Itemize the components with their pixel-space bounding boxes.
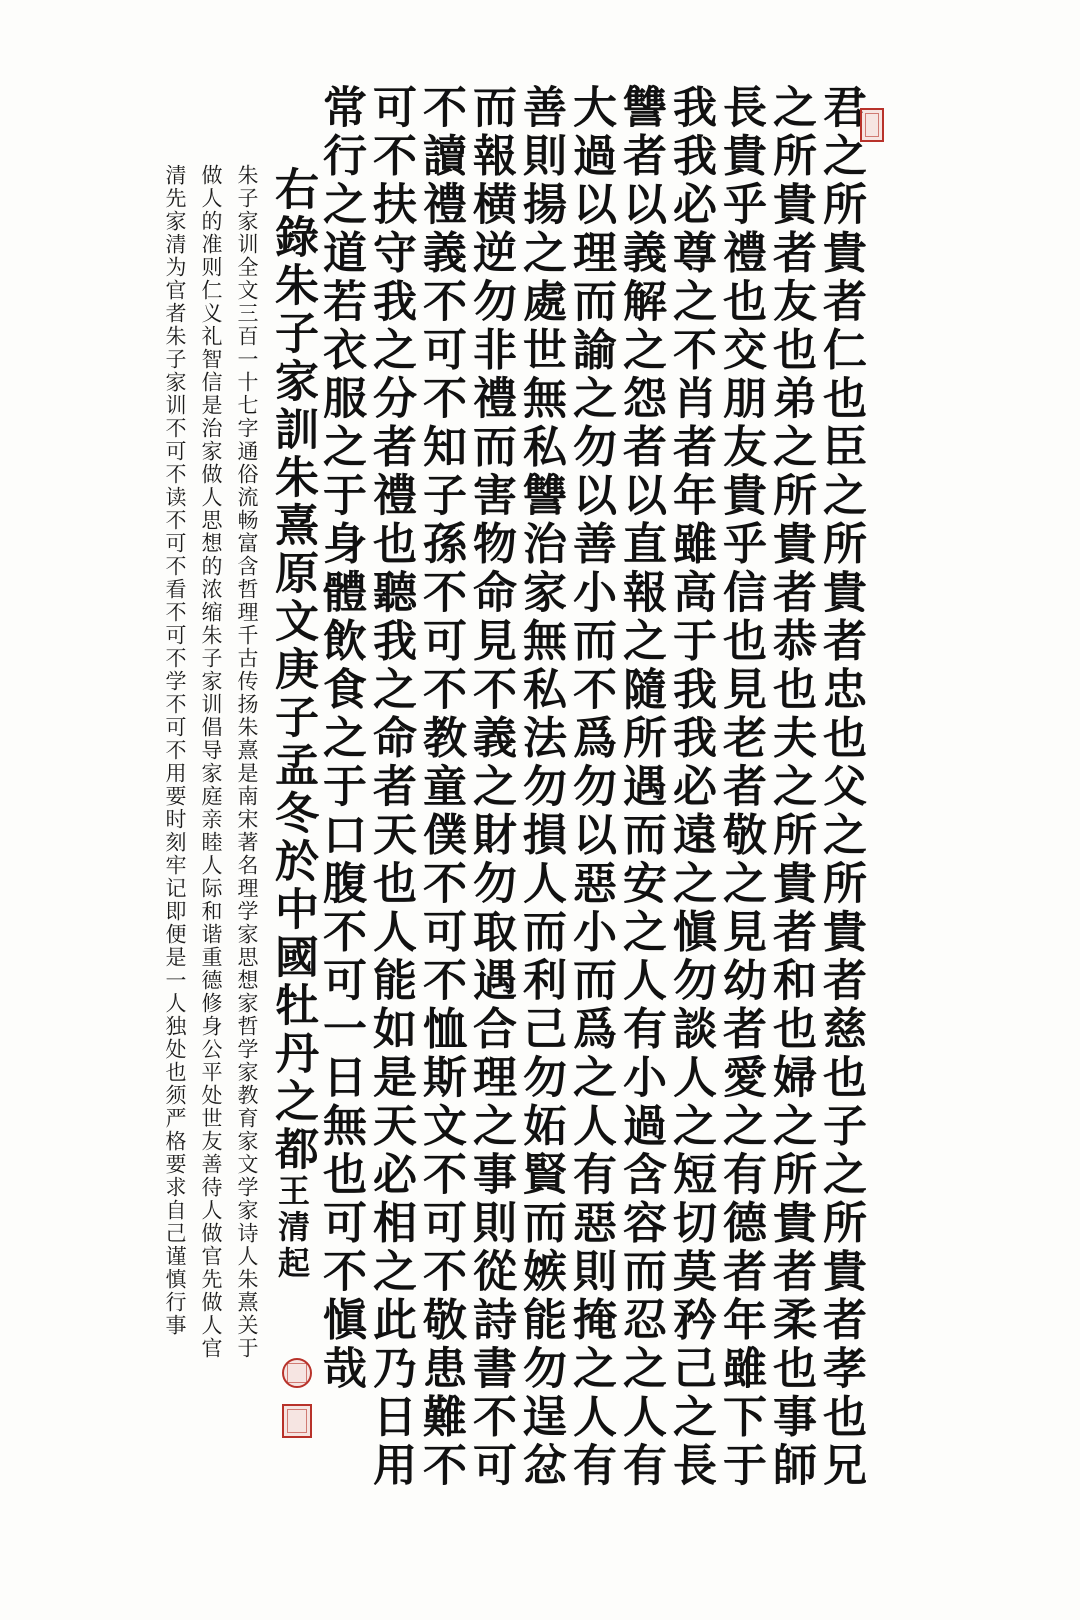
name-seal-round [282,1358,312,1388]
name-seal-square [282,1404,312,1438]
calligraphy-column: 善則揚之處世無私讐治家無私法勿損人而利己勿妬賢而嫉能勿逞忿 [515,84,566,1491]
calligraphy-column: 不讀禮義不可不知子孫不可不教童僕不可不恤斯文不可不敬患難不 [415,84,466,1491]
calligraphy-column: 我我必尊之不肖者年雖高于我我必遠之愼勿談人之短切莫矜己之長 [665,84,716,1491]
signature-name: 王清起 [273,1174,311,1282]
calligraphy-column: 而報横逆勿非禮而害物命見不義之財勿取遇合理之事則從詩書不可 [465,84,516,1491]
signature-column [264,166,320,1282]
calligraphy-column: 大過以理而諭之勿以善小而不爲勿以惡小而爲之人有惡則掩之人有 [565,84,616,1491]
calligraphy-column: 君之所貴者仁也臣之所貴者忠也父之所貴者慈也子之所貴者孝也兄 [815,84,866,1491]
note-column: 朱子家训全文三百一十七字通俗流畅富含哲理千古传扬朱熹是南宋著名理学家思想家哲学家教育家文学家诗人朱熹关于 [235,164,259,1360]
calligraphy-column: 讐者以義解之怨者以直報之隨所遇而安之人有小過含容而忍之人有 [615,84,666,1491]
opening-seal [860,108,884,142]
note-column: 清先家清为官者朱子家训不可不读不可不看不可不学不可不用要时刻牢记即便是一人独处也须严格要求自己谨慎行事 [163,164,187,1337]
calligraphy-column: 之所貴者友也弟之所貴者恭也夫之所貴者和也婦之所貴者柔也事師 [765,84,816,1491]
calligraphy-column: 可不扶守我之分者禮也聽我之命者天也人能如是天必相之此乃日用 [365,84,416,1491]
calligraphy-column: 常行之道若衣服之于身體飲食之于口腹不可一日無也可不愼哉 [315,84,366,1394]
signature-text: 右錄朱子家訓朱熹原文庚子孟冬於中國牡丹之都 [267,166,318,1174]
note-column: 做人的准则仁义礼智信是治家做人思想的浓缩朱子家训倡导家庭亲睦人际和谐重德修身公平处世友善待人做官先做人官 [199,164,223,1360]
calligraphy-column: 長貴乎禮也交朋友貴乎信也見老者敬之見幼者愛之有德者年雖下于 [715,84,766,1491]
